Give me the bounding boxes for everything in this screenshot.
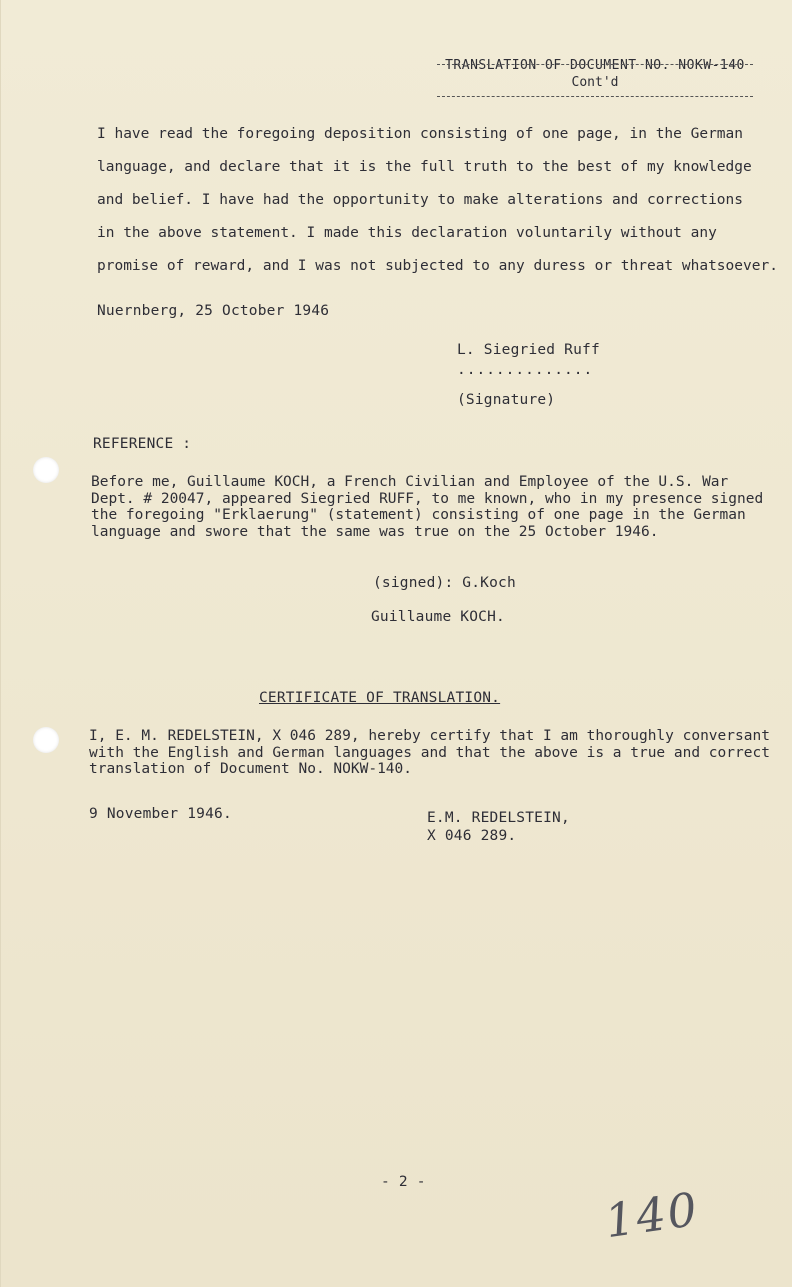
deposition-line: promise of reward, and I was not subjected to any duress or threat whatsoever.	[97, 258, 778, 274]
deposition-line: I have read the foregoing deposition consisting of one page, in the German	[97, 126, 744, 142]
certificate-line: with the English and German languages and that the above is a true and correct	[89, 744, 770, 761]
handwritten-number: 140	[601, 1181, 703, 1249]
signature-label: (Signature)	[457, 392, 556, 408]
affidavit-paragraph	[91, 474, 763, 540]
affidavit-line: Before me, Guillaume KOCH, a French Civilian and Employee of the U.S. War	[91, 474, 729, 490]
affidavit-line: the foregoing "Erklaerung" (statement) consisting of one page in the German	[91, 507, 746, 523]
page-number: - 2 -	[381, 1174, 426, 1190]
certificate-line: translation of Document No. NOKW-140.	[89, 761, 413, 777]
affidavit-signed: (signed): G.Koch	[373, 575, 516, 591]
header-rule-bottom	[437, 96, 753, 97]
deposition-line: language, and declare that it is the full truth to the best of my knowledge	[97, 159, 752, 175]
punch-hole	[33, 457, 59, 483]
affidavit-line: Dept. # 20047, appeared Siegried RUFF, to me known, who in my presence signed	[91, 490, 764, 507]
affidavit-name: Guillaume KOCH.	[371, 609, 505, 625]
punch-hole	[33, 727, 59, 753]
affidavit-line: language and swore that the same was true on the 25 October 1946.	[91, 523, 659, 540]
document-title: TRANSLATION OF DOCUMENT NO. NOKW-140	[445, 58, 745, 73]
certificate-date: 9 November 1946.	[89, 806, 232, 822]
certificate-heading: CERTIFICATE OF TRANSLATION.	[259, 690, 501, 706]
affidavit-heading: REFERENCE :	[93, 436, 192, 452]
continued-label: Cont'd	[571, 75, 619, 90]
deposition-line: in the above statement. I made this declaration voluntarily without any	[97, 225, 717, 241]
signer-name: L. Siegried Ruff	[457, 342, 600, 358]
certificate-paragraph	[89, 728, 770, 778]
translator-name: E.M. REDELSTEIN,	[427, 810, 570, 826]
signature-line: ..............	[457, 362, 594, 378]
deposition-paragraph	[97, 118, 778, 283]
translator-id: X 046 289.	[427, 828, 517, 844]
document-header	[437, 58, 753, 90]
place-date: Nuernberg, 25 October 1946	[97, 303, 330, 319]
deposition-line: and belief. I have had the opportunity to make alterations and corrections	[97, 192, 744, 208]
header-rule-top	[437, 64, 753, 65]
certificate-line: I, E. M. REDELSTEIN, X 046 289, hereby certify that I am thoroughly conversant	[89, 728, 770, 744]
